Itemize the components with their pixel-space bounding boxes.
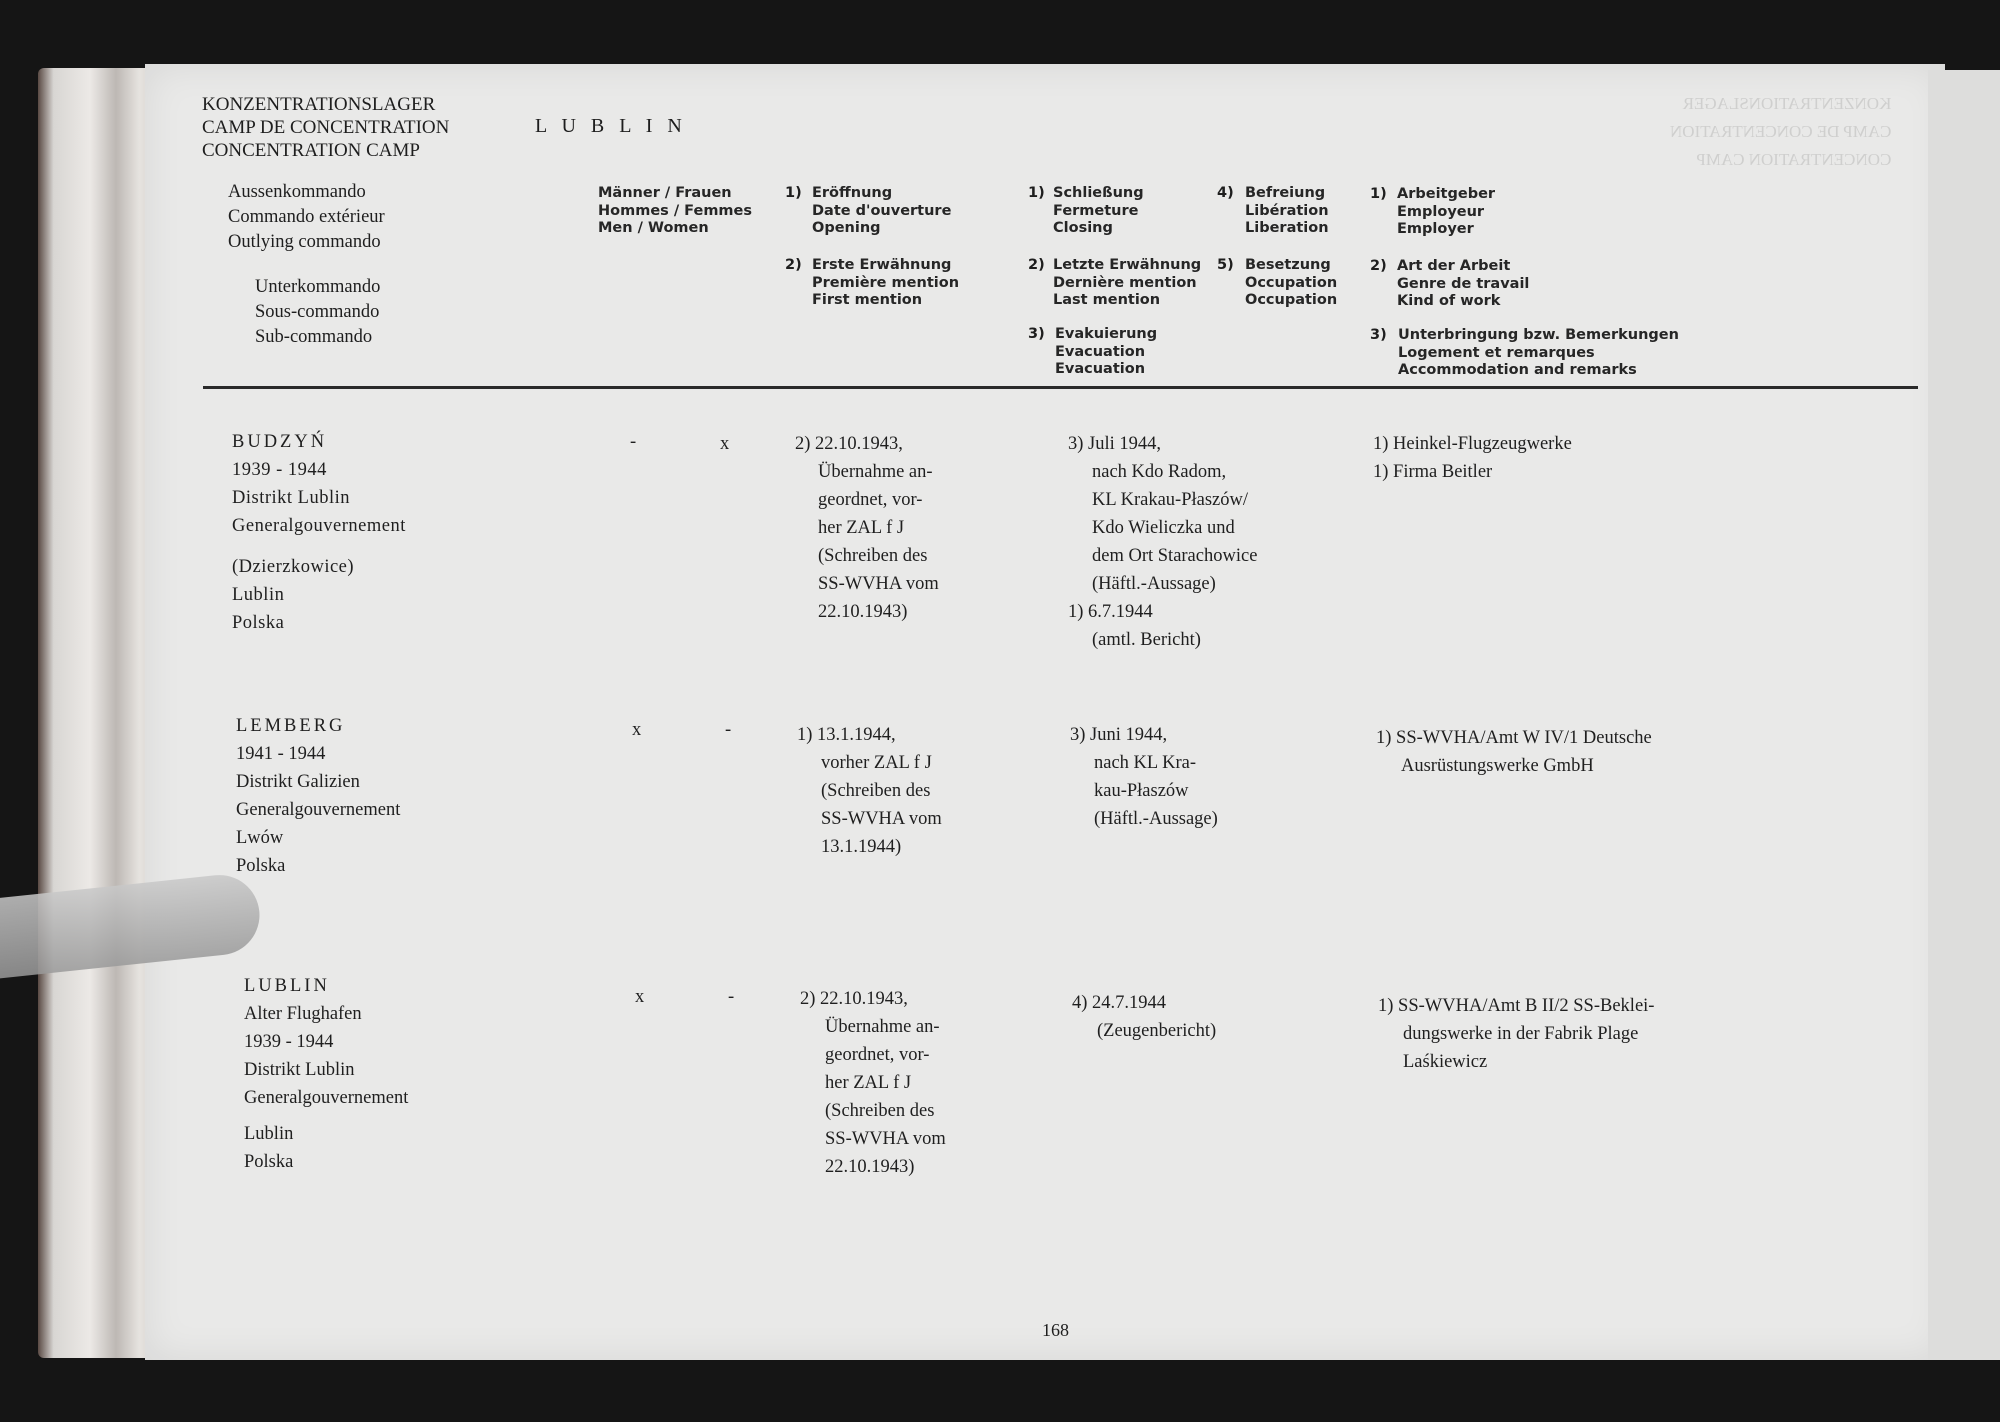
entry-budzyn-employer: 1) Heinkel-Flugzeugwerke 1) Firma Beitler	[1373, 434, 1572, 482]
entry-lublin-employer: 1) SS-WVHA/Amt B II/2 SS-Beklei- dungswerke in der Fabrik Plage Laśkiewicz	[1378, 996, 1655, 1072]
sub-en: Sub-commando	[255, 327, 373, 347]
c4-number: 2)	[1028, 257, 1045, 273]
c5-number: 3)	[1028, 326, 1045, 342]
entry-lublin-opening: 2) 22.10.1943, Übernahme an- geordnet, vor- her ZAL f J (Schreiben des SS-WVHA vom 22.10.1943)	[800, 989, 946, 1177]
c1-number: 1)	[785, 185, 802, 201]
camp-type-en: CONCENTRATION CAMP	[202, 140, 420, 161]
closing-column-head: Schließung Fermeture Closing	[1053, 185, 1144, 236]
c3-number: 1)	[1028, 185, 1045, 201]
entry-budzyn-women: x	[720, 434, 730, 454]
entry-budzyn-men: -	[630, 432, 637, 452]
liberation-column-head: Befreiung Libération Liberation	[1245, 185, 1329, 236]
outlying-en: Outlying commando	[228, 232, 381, 252]
entry-lemberg-location: LEMBERG 1941 - 1944 Distrikt Galizien Generalgouvernement Lwów Polska	[236, 716, 401, 876]
facing-page-edge	[1928, 70, 2000, 1360]
opening-column-head: Eröffnung Date d'ouverture Opening	[812, 185, 952, 236]
kind-of-work-column-head: Art der Arbeit Genre de travail Kind of work	[1397, 258, 1530, 309]
gender-column-head: Männer / Frauen Hommes / Femmes Men / Women	[598, 185, 753, 236]
c2-number: 2)	[785, 257, 802, 273]
c9-number: 2)	[1370, 258, 1387, 274]
entry-lemberg-men: x	[632, 720, 642, 740]
entry-budzyn-closing: 3) Juli 1944, nach Kdo Radom, KL Krakau-Płaszów/ Kdo Wieliczka und dem Ort Starachowice (Häftl.-Aussage) 1) 6.7.1944 (amtl. Bericht)	[1068, 434, 1258, 650]
outlying-de: Aussenkommando	[228, 182, 366, 202]
entry-lemberg-women: -	[725, 720, 732, 740]
c10-number: 3)	[1370, 327, 1387, 343]
c8-number: 1)	[1370, 186, 1387, 202]
entry-lemberg-closing: 3) Juni 1944, nach KL Kra- kau-Płaszów (Häftl.-Aussage)	[1070, 725, 1218, 829]
entry-lemberg-employer: 1) SS-WVHA/Amt W IV/1 Deutsche Ausrüstungswerke GmbH	[1376, 728, 1652, 776]
sub-de: Unterkommando	[255, 277, 381, 297]
last-mention-column-head: Letzte Erwähnung Dernière mention Last mention	[1053, 257, 1202, 308]
outlying-commando-heading	[228, 180, 385, 255]
entry-lublin-women: -	[728, 987, 735, 1007]
camp-type-heading	[202, 93, 449, 162]
page-number: 168	[1042, 1320, 1069, 1340]
accommodation-column-head: Unterbringung bzw. Bemerkungen Logement et remarques Accommodation and remarks	[1398, 327, 1679, 378]
occupation-column-head: Besetzung Occupation Occupation	[1245, 257, 1338, 308]
entry-lublin-location: LUBLIN Alter Flughafen 1939 - 1944 Distrikt Lublin Generalgouvernement Lublin Polska	[244, 976, 409, 1172]
entry-budzyn-location: BUDZYŃ 1939 - 1944 Distrikt Lublin Generalgouvernement (Dzierzkowice) Lublin Polska	[232, 432, 406, 633]
entry-lublin-closing: 4) 24.7.1944 (Zeugenbericht)	[1072, 993, 1217, 1041]
entry-budzyn-opening: 2) 22.10.1943, Übernahme an- geordnet, vor- her ZAL f J (Schreiben des SS-WVHA vom 22.10.1943)	[795, 434, 939, 622]
book-page	[145, 64, 1945, 1360]
employer-column-head: Arbeitgeber Employeur Employer	[1397, 186, 1496, 237]
outlying-fr: Commando extérieur	[228, 207, 385, 227]
sub-fr: Sous-commando	[255, 302, 380, 322]
c7-number: 5)	[1217, 257, 1234, 273]
camp-type-de: KONZENTRATIONSLAGER	[202, 94, 436, 115]
entry-lemberg-opening: 1) 13.1.1944, vorher ZAL f J (Schreiben des SS-WVHA vom 13.1.1944)	[797, 725, 942, 857]
header-divider	[203, 386, 1918, 389]
show-through-text: KONZENTRATIONSLAGER CAMP DE CONCENTRATION CONCENTRATION CAMP	[1670, 94, 1892, 169]
camp-name: L U B L I N	[535, 115, 687, 137]
entry-lublin-men: x	[635, 987, 645, 1007]
camp-type-fr: CAMP DE CONCENTRATION	[202, 117, 450, 138]
sub-commando-heading	[255, 275, 380, 350]
evacuation-column-head: Evakuierung Evacuation Evacuation	[1055, 326, 1158, 377]
c6-number: 4)	[1217, 185, 1234, 201]
first-mention-column-head: Erste Erwähnung Première mention First mention	[812, 257, 960, 308]
